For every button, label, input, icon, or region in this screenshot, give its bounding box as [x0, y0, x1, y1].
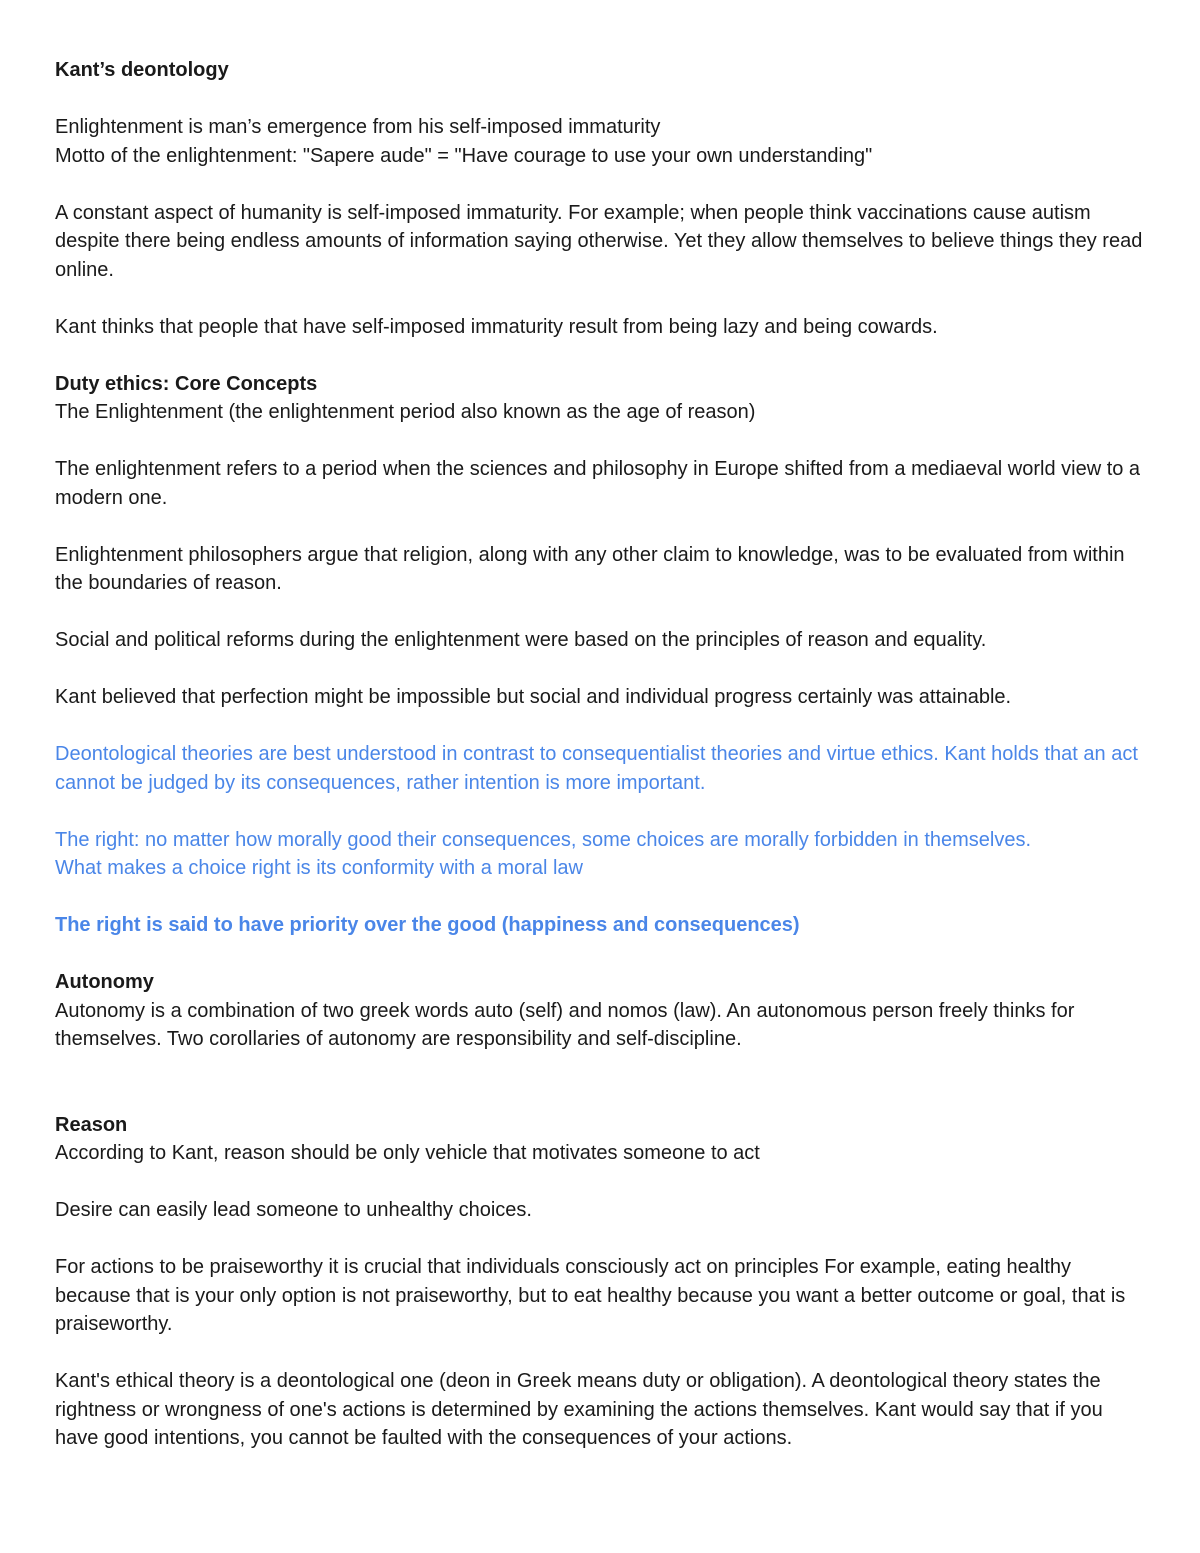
paragraph-desire: Desire can easily lead someone to unhealthy choices. [55, 1199, 532, 1221]
paragraph-self-imposed-immaturity: A constant aspect of humanity is self-imposed immaturity. For example; when people think vaccinations cause autism despite there being endless amounts of information saying otherwise. Yet they allow themselves to believe things they read online. [55, 201, 1143, 281]
paragraph-kant-ethical-theory: Kant's ethical theory is a deontological one (deon in Greek means duty or obligation). A deontological theory states the rightness or wrongness of one's actions is determined by examining the actions themselves. Kant would say that if you have good intentions, you cannot be faulted with the consequences of your actions. [55, 1370, 1103, 1449]
heading-reason: Reason [55, 1113, 128, 1136]
spacer [55, 85, 1150, 114]
spacer [55, 427, 1150, 456]
heading-duty-ethics: Duty ethics: Core Concepts [55, 372, 318, 395]
spacer [55, 655, 1150, 684]
paragraph-perfection-progress: Kant believed that perfection might be impossible but social and individual progress certainly was attainable. [55, 686, 1012, 708]
paragraph-enlightenment-definition: Enlightenment is man’s emergence from his self-imposed immaturity [55, 116, 661, 138]
paragraph-enlightenment-period: The enlightenment refers to a period when the sciences and philosophy in Europe shifted from a mediaeval world view to a modern one. [55, 458, 1141, 509]
spacer [55, 797, 1150, 826]
paragraph-autonomy-definition: Autonomy is a combination of two greek words auto (self) and nomos (law). An autonomous person freely thinks for themselves. Two corollaries of autonomy are responsibility and self-discipline. [55, 999, 1075, 1050]
spacer [55, 883, 1150, 912]
paragraph-moral-law: What makes a choice right is its conformity with a moral law [55, 857, 583, 879]
paragraph-deontological-contrast: Deontological theories are best understood in contrast to consequentialist theories and virtue ethics. Kant holds that an act cannot be judged by its consequences, rather intention is more important. [55, 743, 1138, 794]
spacer [55, 512, 1150, 541]
spacer [55, 341, 1150, 370]
spacer [55, 940, 1150, 969]
document-page [55, 56, 1150, 1453]
spacer [55, 1054, 1150, 1083]
spacer [55, 712, 1150, 741]
spacer [55, 1339, 1150, 1368]
paragraph-reason-vehicle: According to Kant, reason should be only vehicle that motivates someone to act [55, 1142, 760, 1164]
paragraph-religion-reason: Enlightenment philosophers argue that religion, along with any other claim to knowledge, was to be evaluated from within the boundaries of reason. [55, 543, 1125, 594]
spacer [55, 598, 1150, 627]
paragraph-praiseworthy: For actions to be praiseworthy it is crucial that individuals consciously act on principles For example, eating healthy because that is your only option is not praiseworthy, but to eat healthy because you want a better outcome or goal, that is praiseworthy. [55, 1256, 1126, 1335]
document-title: Kant’s deontology [55, 59, 229, 81]
spacer [55, 284, 1150, 313]
spacer [55, 170, 1150, 199]
paragraph-the-right: The right: no matter how morally good their consequences, some choices are morally forbidden in themselves. [55, 828, 1032, 851]
paragraph-enlightenment-motto: Motto of the enlightenment: "Sapere aude" = "Have courage to use your own understanding" [55, 144, 873, 167]
spacer [55, 1082, 1150, 1111]
paragraph-right-priority: The right is said to have priority over the good (happiness and consequences) [55, 914, 800, 936]
paragraph-lazy-cowards: Kant thinks that people that have self-imposed immaturity result from being lazy and being cowards. [55, 315, 938, 338]
paragraph-social-reforms: Social and political reforms during the enlightenment were based on the principles of reason and equality. [55, 629, 987, 651]
spacer [55, 1225, 1150, 1254]
heading-autonomy: Autonomy [55, 971, 154, 993]
paragraph-age-of-reason: The Enlightenment (the enlightenment period also known as the age of reason) [55, 401, 756, 423]
spacer [55, 1168, 1150, 1197]
